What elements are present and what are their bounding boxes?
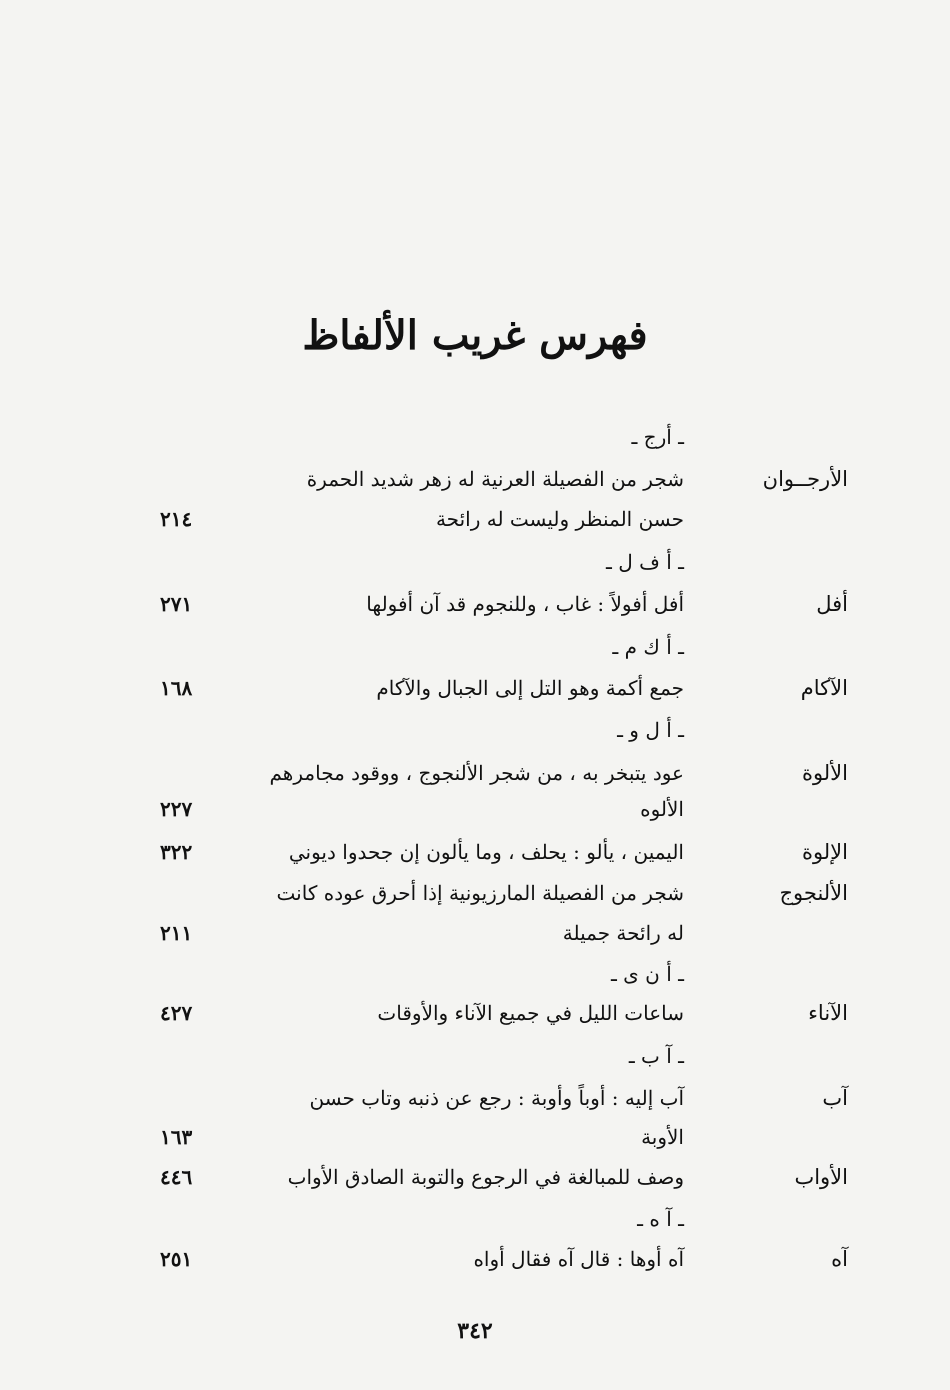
entry-row [0, 592, 950, 632]
entry-row [0, 921, 950, 961]
root-label: ـ أ ل و ـ [617, 718, 684, 742]
root-heading [0, 635, 950, 675]
entry-word: الإلوة [801, 840, 848, 864]
entry-row [0, 676, 950, 716]
entry-definition: وصف للمبالغة في الرجوع والتوبة الصادق الأواب [287, 1165, 684, 1189]
entry-definition: اليمين ، يألو : يحلف ، وما يألون إن جحدوا ديوني [288, 840, 684, 864]
root-label: ـ آ ب ـ [628, 1044, 684, 1068]
root-label: ـ آ ه ـ [637, 1207, 684, 1231]
page-number: ٢٥١ [160, 1247, 193, 1271]
entry-word: الألوة [801, 761, 848, 785]
root-heading [0, 718, 950, 758]
entry-definition: عود يتبخر به ، من شجر الألنجوج ، ووقود مجامرهم [269, 761, 684, 785]
entry-definition: جمع أكمة وهو التل إلى الجبال والآكام [376, 676, 684, 700]
entry-definition: الألوه [640, 797, 684, 821]
entry-definition: آه أوها : قال آه فقال أواه [473, 1247, 684, 1271]
entry-row [0, 1125, 950, 1165]
entry-word: أفل [816, 592, 848, 616]
root-heading [0, 550, 950, 590]
root-heading [0, 1207, 950, 1247]
root-label: ـ أ ك م ـ [612, 635, 684, 659]
entry-definition: أفل أفولاً : غاب ، وللنجوم قد آن أفولها [366, 592, 684, 616]
entry-row [0, 1001, 950, 1041]
entry-definition: الأوبة [641, 1125, 684, 1149]
entry-row [0, 467, 950, 507]
entry-definition: ساعات الليل في جميع الآناء والأوقات [377, 1001, 684, 1025]
entry-row [0, 1086, 950, 1126]
entry-word: الآناء [808, 1001, 848, 1025]
entry-row [0, 840, 950, 880]
entry-row [0, 881, 950, 921]
root-label: ـ أرج ـ [631, 425, 684, 449]
entry-word: الألنجوج [779, 881, 848, 905]
entry-definition: له رائحة جميلة [562, 921, 684, 945]
page-number: ١٦٣ [160, 1125, 193, 1149]
page-number: ٢٢٧ [160, 797, 193, 821]
page-folio: ٣٤٢ [457, 1318, 493, 1344]
entry-row [0, 761, 950, 801]
entry-row [0, 797, 950, 837]
entry-word: آه [831, 1247, 848, 1271]
entry-row [0, 507, 950, 547]
entry-word: الأواب [794, 1165, 848, 1189]
page-number: ٤٤٦ [160, 1165, 193, 1189]
entry-definition: آب إليه : أوباً وأوبة : رجع عن ذنبه وتاب حسن [309, 1086, 684, 1110]
root-heading [0, 425, 950, 465]
page-number: ٣٢٢ [160, 840, 193, 864]
entry-definition: شجر من الفصيلة العرنية له زهر شديد الحمرة [306, 467, 684, 491]
page-title: فهرس غريب الألفاظ [302, 312, 648, 359]
root-label: ـ أ ف ل ـ [606, 550, 684, 574]
root-heading [0, 1044, 950, 1084]
page-number: ٢٧١ [160, 592, 193, 616]
page-number: ٢١٤ [160, 507, 193, 531]
entry-word: الأرجــوان [762, 467, 848, 491]
entry-word: الآكام [800, 676, 848, 700]
page-number: ٤٢٧ [160, 1001, 193, 1025]
entry-row [0, 1165, 950, 1205]
root-heading [0, 962, 950, 1002]
entry-definition: حسن المنظر وليست له رائحة [435, 507, 684, 531]
page-number: ١٦٨ [160, 676, 193, 700]
root-label: ـ أ ن ى ـ [610, 962, 684, 986]
page-number: ٢١١ [160, 921, 193, 945]
entry-definition: شجر من الفصيلة المارزيونية إذا أحرق عوده كانت [276, 881, 684, 905]
entry-row [0, 1247, 950, 1287]
entry-word: آب [822, 1086, 848, 1110]
